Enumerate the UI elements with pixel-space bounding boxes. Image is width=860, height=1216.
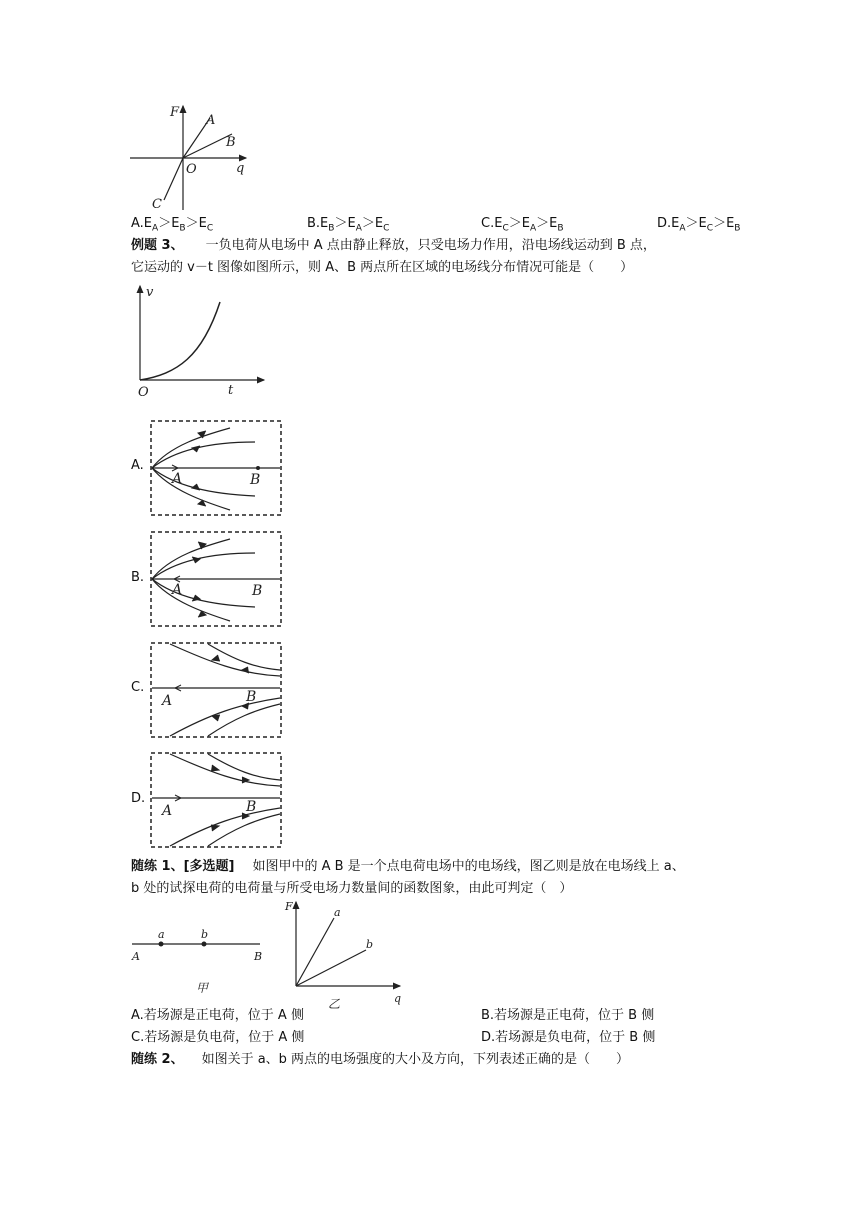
practice1-option-c[interactable]: C.若场源是负电荷，位于 A 侧 <box>131 1030 305 1045</box>
label-a: a <box>334 906 341 919</box>
option-c-letter[interactable]: C. <box>131 680 145 695</box>
label-A: A <box>206 113 216 128</box>
option-d-letter[interactable]: D. <box>131 791 146 806</box>
point-a-label: A <box>162 693 173 709</box>
label-t: t <box>228 383 234 398</box>
caption-jia: 甲 <box>196 981 209 995</box>
field-option-d[interactable] <box>150 752 282 848</box>
point-a-label: A <box>172 582 183 598</box>
option-d[interactable]: $D.E_A>E_C>E_B$ <box>657 216 741 234</box>
label-F: F <box>170 105 180 120</box>
practice1-option-a[interactable]: A.若场源是正电荷，位于 A 侧 <box>131 1008 304 1023</box>
field-option-a[interactable] <box>150 420 282 516</box>
option-b[interactable]: $B.E_B>E_A>E_C$ <box>307 216 390 234</box>
caption-yi: 乙 <box>328 997 341 1010</box>
vt-graph-figure <box>132 282 272 400</box>
option-c[interactable]: $C.E_C>E_A>E_B$ <box>481 216 564 234</box>
label-v: v <box>146 285 154 300</box>
point-a: a <box>158 928 165 941</box>
option-b-letter[interactable]: B. <box>131 570 145 585</box>
point-b-label: B <box>246 799 257 815</box>
practice1-label: 随练 1、[多选题] <box>131 859 235 874</box>
practice2-line1: 随练 2、 如图关于 a、b 两点的电场强度的大小及方向，下列表述正确的是（ ） <box>131 1052 630 1067</box>
label-b: b <box>366 938 374 951</box>
point-b-label: B <box>252 583 263 599</box>
practice1-line1: 随练 1、[多选题] 如图甲中的 A B 是一个点电荷电场中的电场线，图乙则是放在电场线上 a、 <box>131 859 685 874</box>
end-A: A <box>132 950 140 963</box>
practice1-line2: b 处的试探电荷的电荷量与所受电场力数量间的函数图象，由此可判定（ ） <box>131 881 573 896</box>
end-B: B <box>254 950 263 963</box>
line-c <box>164 158 183 200</box>
practice1-option-b[interactable]: B.若场源是正电荷，位于 B 侧 <box>481 1008 655 1023</box>
point-b-label: B <box>246 689 257 705</box>
label-q: q <box>236 161 245 176</box>
field-option-c[interactable] <box>150 642 282 738</box>
practice1-option-d[interactable]: D.若场源是负电荷，位于 B 侧 <box>481 1030 656 1045</box>
example3-line1: 例题 3、 一负电荷从电场中 A 点由静止释放，只受电场力作用，沿电场线运动到 B 点， <box>131 238 656 253</box>
point-b-label: B <box>250 472 261 488</box>
option-a[interactable]: $A.E_A>E_B>E_C$ <box>131 216 214 234</box>
example3-label: 例题 3、 <box>131 238 184 253</box>
example3-line2: 它运动的 v－t 图像如图所示，则 A、B 两点所在区域的电场线分布情况可能是（ ） <box>131 260 634 275</box>
label-O: O <box>186 162 197 177</box>
point-b: b <box>201 928 209 941</box>
fq-graph-figure <box>128 100 258 212</box>
label-C: C <box>152 197 162 212</box>
label-F: F <box>285 900 293 913</box>
label-B: B <box>226 135 236 150</box>
option-a-letter[interactable]: A. <box>131 458 144 473</box>
figure-yi <box>282 898 412 1010</box>
field-option-b[interactable] <box>150 531 282 627</box>
label-q: q <box>394 992 402 1005</box>
practice2-label: 随练 2、 <box>131 1052 184 1067</box>
label-O: O <box>138 385 149 400</box>
line-b <box>183 134 232 158</box>
vt-curve <box>140 302 220 380</box>
point-a-label: A <box>162 803 173 819</box>
figure-jia <box>128 920 278 1002</box>
point-a-label: A <box>172 471 183 487</box>
